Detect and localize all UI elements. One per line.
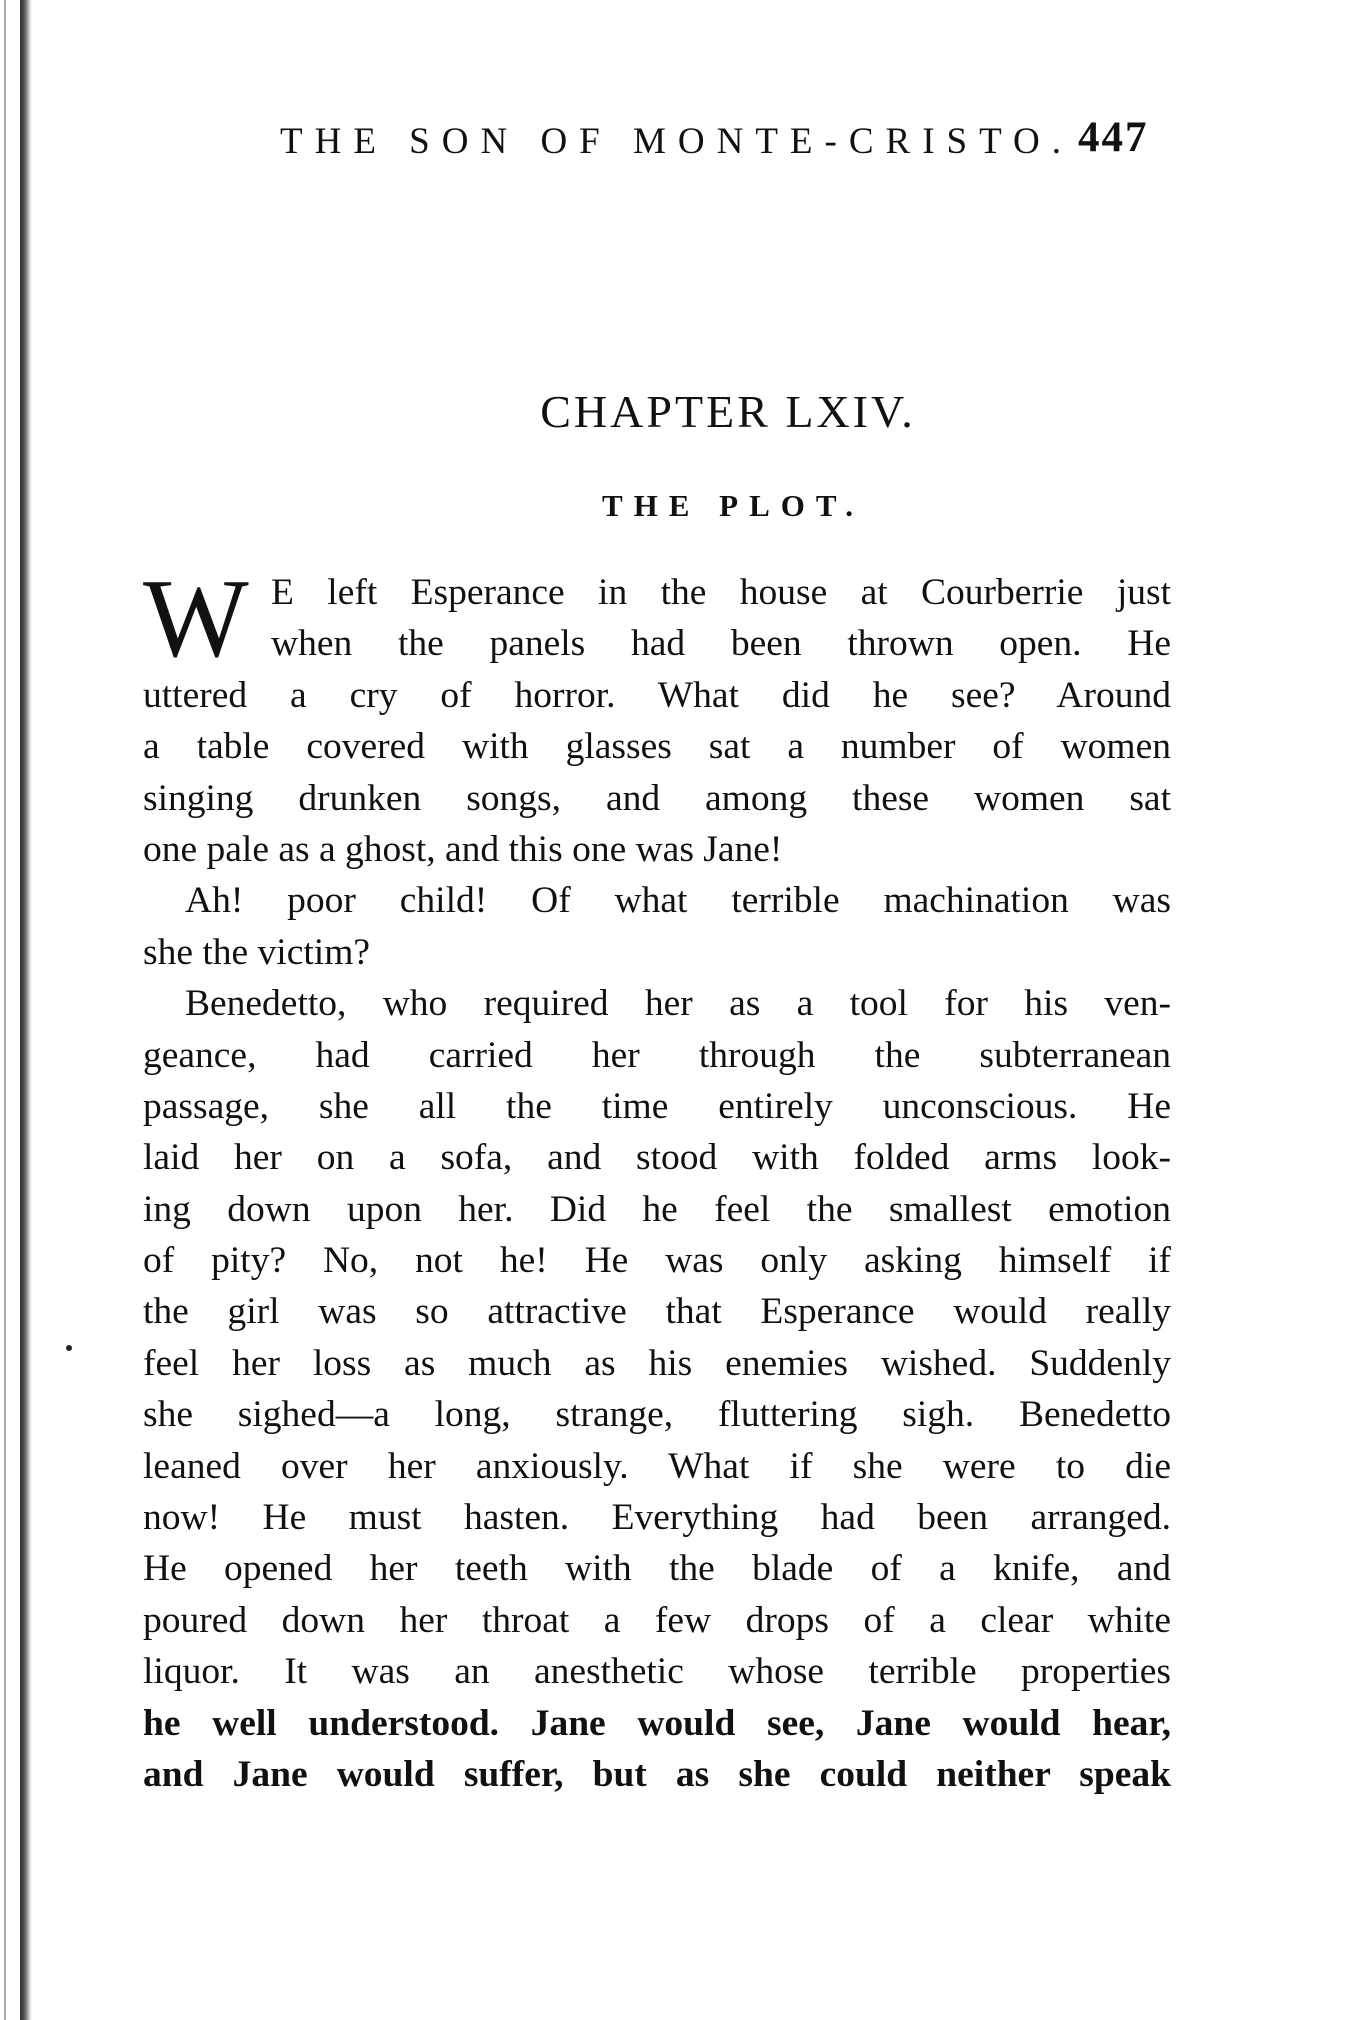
text-line: and Jane would suffer, but as she could neither speak xyxy=(143,1753,1171,1795)
body-text xyxy=(143,557,1171,1800)
chapter-number: CHAPTER LXIV. xyxy=(540,386,916,437)
binding-edge-line xyxy=(4,0,6,2020)
text-line: laid her on a sofa, and stood with folded arms look- xyxy=(143,1137,1171,1179)
drop-cap: W xyxy=(143,557,249,681)
text-line: liquor. It was an anesthetic whose terrible properties xyxy=(143,1651,1171,1693)
text-line: Ah! poor child! Of what terrible machination was xyxy=(185,880,1171,922)
running-head-title: THE SON OF MONTE-CRISTO. xyxy=(280,121,1074,162)
text-line: geance, had carried her through the subterranean xyxy=(143,1034,1171,1076)
text-line: one pale as a ghost, and this one was Jane! xyxy=(143,828,783,870)
stray-mark xyxy=(66,1345,72,1351)
text-line: poured down her throat a few drops of a clear white xyxy=(143,1599,1171,1641)
text-line: passage, she all the time entirely unconscious. He xyxy=(143,1085,1171,1127)
text-line: she sighed—a long, strange, fluttering sigh. Benedetto xyxy=(143,1394,1171,1436)
text-line: He opened her teeth with the blade of a knife, and xyxy=(143,1548,1171,1590)
text-line: the girl was so attractive that Esperance would really xyxy=(143,1291,1171,1333)
chapter-title: THE PLOT. xyxy=(601,488,865,523)
text-line: she the victim? xyxy=(143,931,371,973)
text-line: feel her loss as much as his enemies wished. Suddenly xyxy=(143,1342,1171,1384)
binding-edge xyxy=(20,0,32,2020)
text-line: ing down upon her. Did he feel the smallest emotion xyxy=(143,1188,1171,1230)
text-line: Benedetto, who required her as a tool for his ven- xyxy=(185,983,1171,1025)
text-line: E left Esperance in the house at Courberrie just xyxy=(271,572,1171,613)
running-head xyxy=(280,112,1180,172)
text-line: uttered a cry of horror. What did he see? Around xyxy=(143,674,1171,716)
text-line: when the panels had been thrown open. He xyxy=(271,623,1171,665)
text-line: singing drunken songs, and among these women sat xyxy=(143,777,1171,819)
text-line: of pity? No, not he! He was only asking himself if xyxy=(143,1240,1171,1282)
text-line: leaned over her anxiously. What if she were to die xyxy=(143,1445,1171,1487)
text-line: a table covered with glasses sat a number of women xyxy=(143,726,1171,768)
text-line: now! He must hasten. Everything had been arranged. xyxy=(143,1497,1171,1539)
page-number: 447 xyxy=(1078,114,1149,161)
text-line: he well understood. Jane would see, Jane would hear, xyxy=(143,1702,1171,1744)
